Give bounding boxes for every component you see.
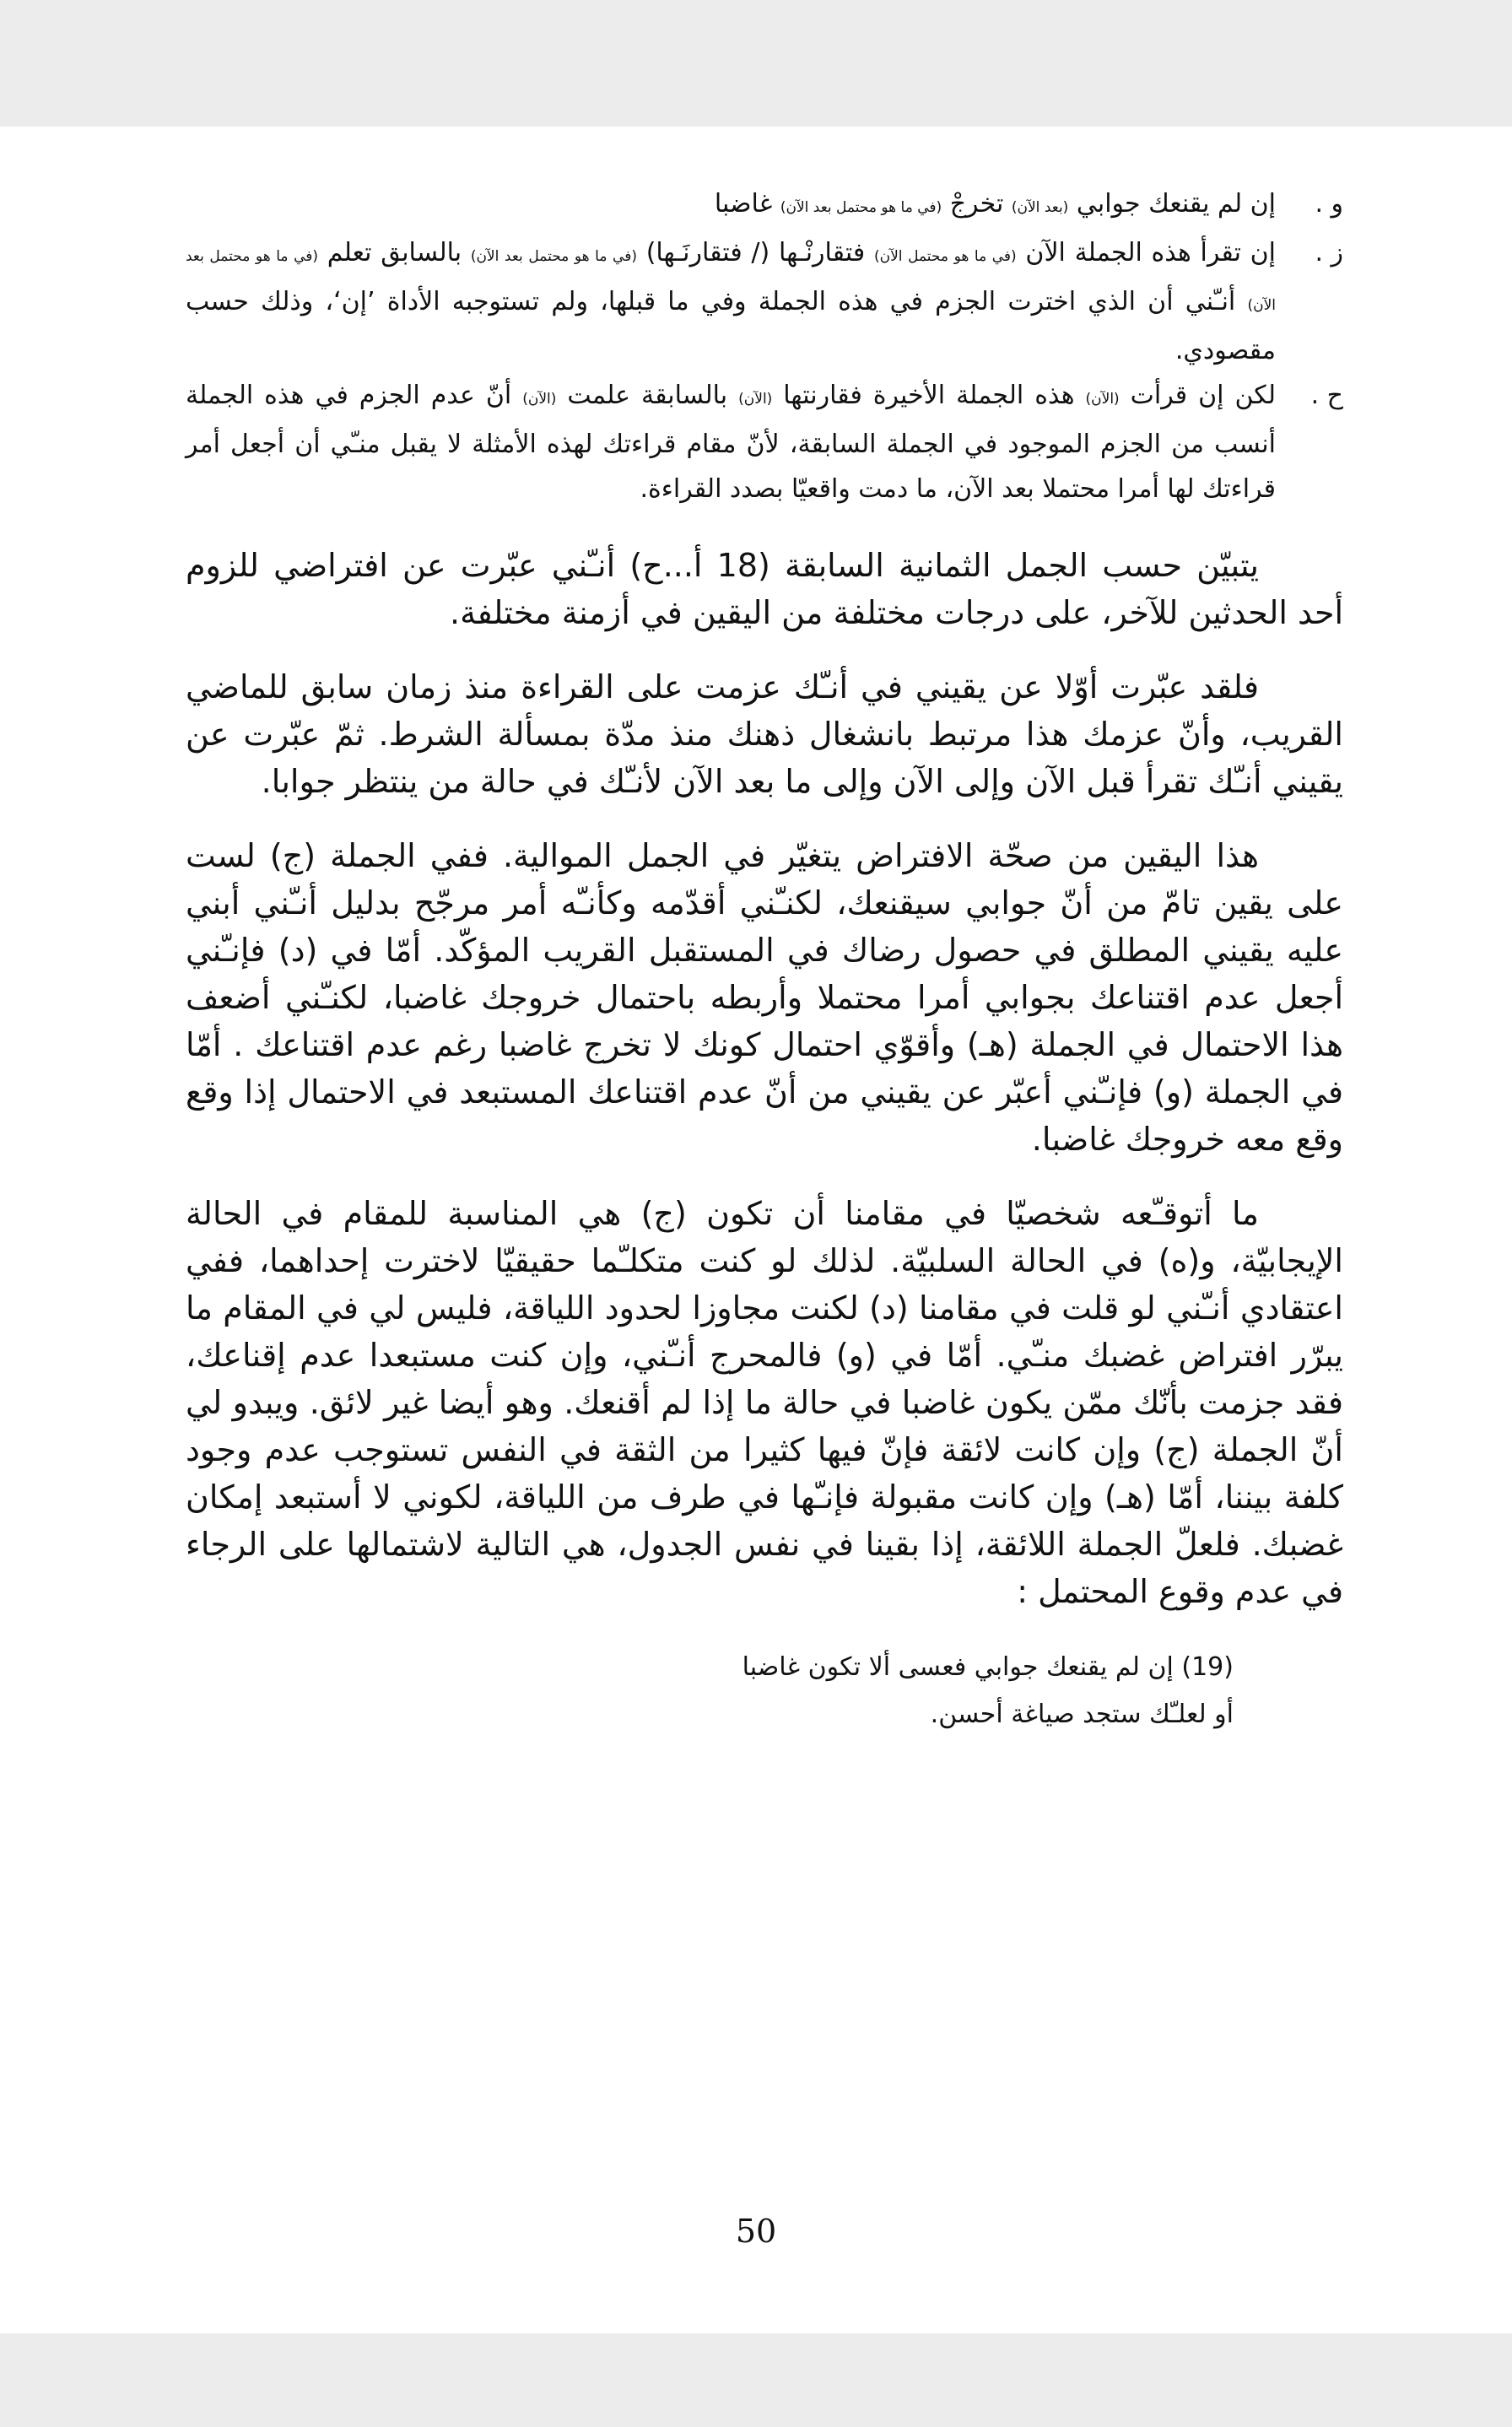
example-line: أو لعلـّك ستجد صياغة أحسن. <box>930 1700 1234 1729</box>
list-marker: ز . <box>1315 238 1343 268</box>
body-paragraph: هذا اليقين من صحّة الافتراض يتغيّر في الجمل الموالية. ففي الجملة (ج) لست على يقين تامّ من أنّ جوابي سيقنعك، لكنـّني أقدّمه وكأنـّه أمر مرجّح بدليل أنـّني أبني عليه يقيني المطلق في حصول رضاك في المستقبل القريب المؤكّد. أمّا في (د) فإنـّني أجعل عدم اقتناعك بجوابي أمرا محتملا وأربطه باحتمال خروجك غاضبا، لكنـّني أضعف هذا الاحتمال في الجملة (هـ) وأقوّي احتمال كونك لا تخرج غاضبا رغم عدم اقتناعك . أمّا في الجملة (و) فإنـّني أعبّر عن يقيني من أنّ عدم اقتناعك المستبعد في الاحتمال إذا وقع وقع معه خروجك غاضبا. <box>186 837 1343 1158</box>
example-list <box>186 181 1343 511</box>
body-paragraph: ما أتوقـّعه شخصيّا في مقامنا أن تكون (ج) هي المناسبة للمقام في الحالة الإيجابيّة، و(ه) في الحالة السلبيّة. لذلك لو كنت متكلـّما حقيقيّا لاخترت إحداهما، ففي اعتقادي أنـّني لو قلت في مقامنا (د) لكنت مجاوزا لحدود اللياقة، فليس لي في المقام ما يبرّر افتراض غضبك منـّي. أمّا في (و) فالمحرج أنـّني، وإن كنت مستبعدا عدم إقناعك، فقد جزمت بأنّك ممّن يكون غاضبا في حالة ما إذا لم أقنعك. وهو أيضا غير لائق. ويبدو لي أنّ الجملة (ج) وإن كانت لائقة فإنّ فيها كثيرا من الثقة في النفس تستوجب عدم وجود كلفة بيننا، أمّا (هـ) وإن كانت مقبولة فإنـّها في طرف من اللياقة، لكوني لا أستبعد إمكان غضبك. فلعلّ الجملة اللائقة، إذا بقينا في نفس الجدول، هي التالية لاشتمالها على الرجاء في عدم وقوع المحتمل : <box>186 1195 1343 1610</box>
list-item-waw: و . إن لم يقنعك جوابي (بعد الآن) تخرجْ (في ما هو محتمل بعد الآن) غاضبا <box>186 181 1343 230</box>
document-page <box>0 127 1512 2333</box>
example-19 <box>186 1644 1234 1738</box>
example-line: (19) إن لم يقنعك جوابي فعسى ألا تكون غاضبا <box>742 1652 1234 1682</box>
list-marker: ح . <box>1310 381 1343 410</box>
page-content <box>186 181 1343 1738</box>
list-marker: و . <box>1315 189 1343 219</box>
list-item-zay: ز . إن تقرأ هذه الجملة الآن (في ما هو محتمل الآن) فتقارنْـها (/ فتقارنَـها) (في ما هو محتمل بعد الآن) بالسابق تعلم (في ما هو محتمل بعد الآن) أنـّني أن الذي اخترت الجزم في هذه الجملة وفي ما قبلها، ولم تستوجبه الأداة ’إن‘، وذلك حسب مقصودي. <box>186 230 1343 373</box>
list-item-ha: ح . لكن إن قرأت (الآن) هذه الجملة الأخيرة فقارنتها (الآن) بالسابقة علمت (الآن) أنّ عدم الجزم في هذه الجملة أنسب من الجزم الموجود في الجملة السابقة، لأنّ مقام قراءتك لهذه الأمثلة لا يقبل منـّي أن أجعل أمر قراءتك لها أمرا محتملا بعد الآن، ما دمت واقعيّا بصدد القراءة. <box>186 373 1343 511</box>
body-paragraph: يتبيّن حسب الجمل الثمانية السابقة (18 أ...ح) أنـّني عبّرت عن افتراضي للزوم أحد الحدثين للآخر، على درجات مختلفة من اليقين في أزمنة مختلفة. <box>186 547 1343 631</box>
page-number: 50 <box>735 2213 777 2250</box>
body-paragraph: فلقد عبّرت أوّلا عن يقيني في أنـّك عزمت على القراءة منذ زمان سابق للماضي القريب، وأنّ عزمك هذا مرتبط بانشغال ذهنك منذ مدّة بمسألة الشرط. ثمّ عبّرت عن يقيني أنـّك تقرأ قبل الآن وإلى الآن وإلى ما بعد الآن لأنـّك في حالة من ينتظر جوابا. <box>186 668 1343 800</box>
